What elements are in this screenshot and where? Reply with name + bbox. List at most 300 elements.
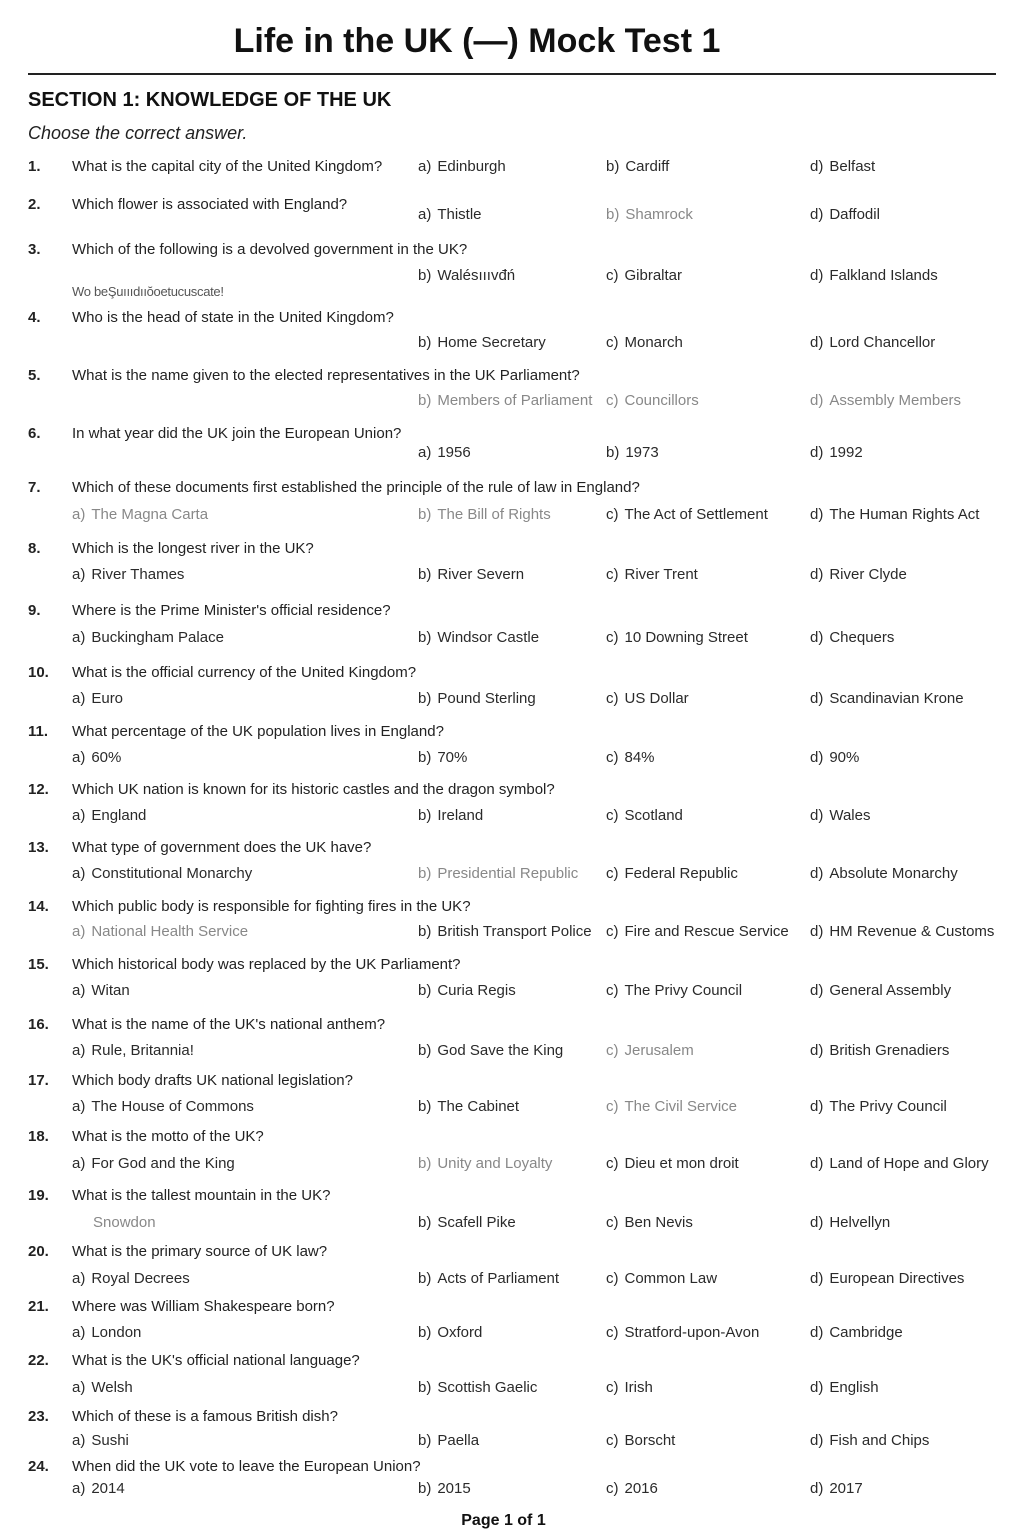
answer-option[interactable]	[418, 506, 551, 523]
option-text: River Trent	[624, 566, 698, 583]
option-letter: d)	[810, 506, 824, 523]
option-text: British Transport Police	[437, 923, 592, 940]
question-text: Which of these documents first established the principle of the rule of law in England?	[72, 479, 640, 496]
question-number: 21.	[28, 1298, 49, 1315]
answer-option[interactable]	[606, 206, 693, 223]
option-letter: a)	[418, 444, 432, 461]
option-text: 90%	[829, 749, 860, 766]
question-number: 10.	[28, 664, 49, 681]
answer-option[interactable]	[418, 1098, 519, 1115]
question-text: Which of the following is a devolved government in the UK?	[72, 241, 468, 258]
question-text: What is the motto of the UK?	[72, 1128, 264, 1145]
answer-option[interactable]	[810, 334, 935, 351]
option-letter: c)	[606, 392, 619, 409]
answer-option[interactable]	[606, 566, 698, 583]
option-letter: c)	[606, 807, 619, 824]
answer-option[interactable]	[810, 749, 859, 766]
option-letter: a)	[72, 690, 86, 707]
option-text: Monarch	[624, 334, 683, 351]
question-text: What is the UK's official national language?	[72, 1352, 360, 1369]
question-number: 12.	[28, 781, 49, 798]
option-letter: a)	[72, 1098, 86, 1115]
option-text: 1956	[437, 444, 471, 461]
option-text: Irish	[624, 1379, 653, 1396]
question-number: 17.	[28, 1072, 49, 1089]
answer-option[interactable]	[72, 865, 252, 882]
answer-option[interactable]	[606, 865, 738, 882]
answer-option[interactable]	[418, 982, 516, 999]
option-letter: d)	[810, 629, 824, 646]
answer-option[interactable]	[418, 1379, 537, 1396]
question-number: 5.	[28, 367, 41, 384]
option-text: Walésıııvđń	[437, 267, 516, 284]
answer-option[interactable]	[606, 392, 699, 409]
question-text: What is the official currency of the United Kingdom?	[72, 664, 417, 681]
answer-option[interactable]	[810, 206, 880, 223]
answer-option[interactable]	[810, 1480, 863, 1497]
option-text: Shamrock	[625, 206, 693, 223]
option-text: The House of Commons	[91, 1098, 254, 1115]
option-letter: a)	[72, 1042, 86, 1059]
option-text: Acts of Parliament	[437, 1270, 560, 1287]
question-text: Which UK nation is known for its historic castles and the dragon symbol?	[72, 781, 555, 798]
question-text: When did the UK vote to leave the European Union?	[72, 1458, 421, 1475]
question-text: Who is the head of state in the United Kingdom?	[72, 309, 394, 326]
question-number: 14.	[28, 898, 49, 915]
option-letter: c)	[606, 1480, 619, 1497]
answer-option[interactable]	[810, 158, 875, 175]
option-text: The Civil Service	[624, 1098, 738, 1115]
option-letter: b)	[418, 865, 432, 882]
option-letter: b)	[418, 1214, 432, 1231]
question-3-garbled-text: Wo beŞuıııdııŏoetucuscаte!	[72, 284, 224, 299]
answer-option[interactable]	[810, 267, 938, 284]
option-letter: c)	[606, 982, 619, 999]
answer-option[interactable]	[72, 629, 224, 646]
option-text: The Act of Settlement	[624, 506, 768, 523]
answer-option[interactable]	[606, 267, 682, 284]
answer-option[interactable]	[418, 566, 524, 583]
answer-option[interactable]	[810, 1042, 949, 1059]
option-letter: c)	[606, 1270, 619, 1287]
answer-option[interactable]	[418, 1480, 471, 1497]
option-text: Cambridge	[829, 1324, 903, 1341]
option-text: Cardiff	[625, 158, 670, 175]
question-text: Which of these is a famous British dish?	[72, 1408, 338, 1425]
option-text: Borscht	[624, 1432, 676, 1449]
option-letter: a)	[72, 982, 86, 999]
answer-option[interactable]	[606, 1155, 739, 1172]
question-text: What percentage of the UK population lives in England?	[72, 723, 444, 740]
option-letter: b)	[606, 206, 620, 223]
answer-option[interactable]	[72, 690, 123, 707]
answer-option[interactable]	[810, 865, 958, 882]
option-text: 70%	[437, 749, 468, 766]
option-text: Presidential Republic	[437, 865, 579, 882]
option-letter: d)	[810, 444, 824, 461]
option-text: Snowdon	[93, 1214, 156, 1231]
answer-option[interactable]	[810, 690, 964, 707]
option-text: Federal Republic	[624, 865, 738, 882]
option-letter: d)	[810, 566, 824, 583]
question-text: What is the tallest mountain in the UK?	[72, 1187, 331, 1204]
option-text: The Privy Council	[829, 1098, 947, 1115]
option-text: General Assembly	[829, 982, 952, 999]
answer-option[interactable]	[418, 690, 536, 707]
question-number: 9.	[28, 602, 41, 619]
option-text: The Cabinet	[437, 1098, 520, 1115]
option-text: Sushi	[91, 1432, 129, 1449]
option-text: Euro	[91, 690, 124, 707]
question-number: 15.	[28, 956, 49, 973]
page-title: Life in the UK (—) Mock Test 1	[233, 22, 721, 60]
option-letter: b)	[418, 1432, 432, 1449]
answer-option[interactable]	[810, 566, 907, 583]
answer-option[interactable]	[72, 807, 146, 824]
option-letter: b)	[418, 1042, 432, 1059]
option-text: For God and the King	[91, 1155, 235, 1172]
answer-option[interactable]	[418, 807, 483, 824]
answer-option[interactable]	[606, 1379, 653, 1396]
option-text: Constitutional Monarchy	[91, 865, 253, 882]
option-text: Assembly Members	[829, 392, 962, 409]
answer-option[interactable]	[72, 1324, 141, 1341]
option-letter: b)	[606, 158, 620, 175]
option-text: Windsor Castle	[437, 629, 540, 646]
option-letter: b)	[418, 506, 432, 523]
option-letter: a)	[72, 1324, 86, 1341]
question-number: 13.	[28, 839, 49, 856]
option-letter: a)	[418, 158, 432, 175]
answer-option[interactable]	[418, 1324, 482, 1341]
option-letter: b)	[418, 1379, 432, 1396]
question-number: 7.	[28, 479, 41, 496]
option-text: Thistle	[437, 206, 482, 223]
option-letter: d)	[810, 1270, 824, 1287]
answer-option[interactable]	[606, 923, 789, 940]
answer-option[interactable]	[606, 1270, 717, 1287]
answer-option[interactable]	[72, 1432, 129, 1449]
answer-option[interactable]	[418, 158, 506, 175]
answer-option[interactable]	[810, 923, 994, 940]
option-letter: d)	[810, 1155, 824, 1172]
question-number: 16.	[28, 1016, 49, 1033]
question-text: What is the name of the UK's national anthem?	[72, 1016, 386, 1033]
option-text: 1992	[829, 444, 863, 461]
option-letter: a)	[72, 923, 86, 940]
question-text: What is the name given to the elected representatives in the UK Parliament?	[72, 367, 580, 384]
answer-option[interactable]	[418, 392, 592, 409]
option-text: Scafell Pike	[437, 1214, 516, 1231]
option-text: Stratford-upon-Avon	[624, 1324, 760, 1341]
answer-option[interactable]	[810, 1432, 929, 1449]
option-text: The Magna Carta	[91, 506, 209, 523]
option-text: God Save the King	[437, 1042, 564, 1059]
option-text: Witan	[91, 982, 130, 999]
option-text: 10 Downing Street	[624, 629, 748, 646]
option-letter: b)	[418, 749, 432, 766]
option-text: The Human Rights Act	[829, 506, 980, 523]
option-text: Dieu et mon droit	[624, 1155, 739, 1172]
answer-option[interactable]	[418, 749, 467, 766]
option-letter: b)	[418, 334, 432, 351]
option-letter: a)	[72, 1270, 86, 1287]
option-letter: d)	[810, 1214, 824, 1231]
option-text: Scandinavian Krone	[829, 690, 964, 707]
answer-option[interactable]	[93, 1214, 156, 1231]
option-letter: d)	[810, 334, 824, 351]
question-number: 24.	[28, 1458, 49, 1475]
answer-option[interactable]	[810, 444, 863, 461]
answer-option[interactable]	[810, 1155, 989, 1172]
option-text: 2015	[437, 1480, 471, 1497]
option-text: Absolute Monarchy	[829, 865, 958, 882]
answer-option[interactable]	[418, 1042, 563, 1059]
answer-option[interactable]	[810, 1098, 947, 1115]
option-text: Fish and Chips	[829, 1432, 930, 1449]
option-text: River Thames	[91, 566, 185, 583]
answer-option[interactable]	[418, 1432, 479, 1449]
option-letter: b)	[418, 566, 432, 583]
option-text: River Severn	[437, 566, 525, 583]
answer-option[interactable]	[606, 1432, 675, 1449]
option-text: River Clyde	[829, 566, 907, 583]
answer-option[interactable]	[810, 629, 894, 646]
option-letter: c)	[606, 1379, 619, 1396]
answer-option[interactable]	[72, 1042, 194, 1059]
instructions: Choose the correct answer.	[28, 123, 248, 143]
option-text: 2017	[829, 1480, 863, 1497]
option-letter: c)	[606, 749, 619, 766]
answer-option[interactable]	[418, 206, 482, 223]
question-text: Which flower is associated with England?	[72, 196, 348, 213]
option-letter: d)	[810, 1480, 824, 1497]
answer-option[interactable]	[606, 982, 742, 999]
option-text: Buckingham Palace	[91, 629, 224, 646]
question-text: What is the primary source of UK law?	[72, 1243, 328, 1260]
option-letter: b)	[418, 923, 432, 940]
option-text: Rule, Britannia!	[91, 1042, 194, 1059]
question-number: 8.	[28, 540, 41, 557]
question-number: 1.	[28, 158, 41, 175]
option-letter: c)	[606, 865, 619, 882]
question-text: What is the capital city of the United Kingdom?	[72, 158, 383, 175]
option-letter: a)	[72, 629, 86, 646]
option-text: Chequers	[829, 629, 895, 646]
option-text: 2014	[91, 1480, 125, 1497]
option-letter: d)	[810, 982, 824, 999]
answer-option[interactable]	[72, 1270, 190, 1287]
option-text: Unity and Loyalty	[437, 1155, 553, 1172]
question-number: 20.	[28, 1243, 49, 1260]
option-letter: c)	[606, 629, 619, 646]
option-text: Jerusalem	[624, 1042, 694, 1059]
option-letter: c)	[606, 1214, 619, 1231]
answer-option[interactable]	[810, 1270, 964, 1287]
option-text: European Directives	[829, 1270, 965, 1287]
option-letter: a)	[72, 1379, 86, 1396]
answer-option[interactable]	[606, 158, 669, 175]
page-footer: Page 1 of 1	[461, 1512, 546, 1529]
answer-option[interactable]	[606, 749, 655, 766]
option-text: Edinburgh	[437, 158, 506, 175]
answer-option[interactable]	[810, 1214, 890, 1231]
answer-option[interactable]	[72, 1155, 235, 1172]
option-text: Paella	[437, 1432, 480, 1449]
option-text: Scottish Gaelic	[437, 1379, 538, 1396]
answer-option[interactable]	[72, 566, 184, 583]
option-letter: b)	[418, 1270, 432, 1287]
section-heading: SECTION 1: KNOWLEDGE OF THE UK	[28, 89, 392, 111]
answer-option[interactable]	[72, 749, 121, 766]
option-letter: d)	[810, 1379, 824, 1396]
option-text: 84%	[624, 749, 655, 766]
answer-option[interactable]	[810, 506, 979, 523]
option-text: England	[91, 807, 147, 824]
option-text: Ben Nevis	[624, 1214, 693, 1231]
option-letter: d)	[810, 267, 824, 284]
option-letter: d)	[810, 923, 824, 940]
option-letter: d)	[810, 158, 824, 175]
option-text: Common Law	[624, 1270, 718, 1287]
option-text: Gibraltar	[624, 267, 683, 284]
option-letter: b)	[418, 392, 432, 409]
question-text: Which is the longest river in the UK?	[72, 540, 314, 557]
answer-option[interactable]	[72, 1379, 133, 1396]
option-letter: c)	[606, 923, 619, 940]
option-letter: b)	[418, 1480, 432, 1497]
answer-option[interactable]	[810, 392, 961, 409]
option-text: Oxford	[437, 1324, 483, 1341]
option-text: Pound Sterling	[437, 690, 536, 707]
answer-option[interactable]	[606, 506, 768, 523]
answer-option[interactable]	[418, 629, 539, 646]
option-letter: a)	[72, 1155, 86, 1172]
answer-option[interactable]	[810, 982, 951, 999]
option-text: Lord Chancellor	[829, 334, 936, 351]
option-letter: a)	[418, 206, 432, 223]
option-text: Wales	[829, 807, 871, 824]
question-number: 19.	[28, 1187, 49, 1204]
option-text: Ireland	[437, 807, 484, 824]
option-letter: b)	[418, 982, 432, 999]
question-text: In what year did the UK join the European Union?	[72, 425, 402, 442]
answer-option[interactable]	[418, 865, 578, 882]
answer-option[interactable]	[418, 923, 592, 940]
option-text: Land of Hope and Glory	[829, 1155, 989, 1172]
option-letter: d)	[810, 865, 824, 882]
option-letter: a)	[72, 865, 86, 882]
answer-option[interactable]	[606, 1480, 658, 1497]
answer-option[interactable]	[606, 807, 683, 824]
option-text: US Dollar	[624, 690, 689, 707]
option-letter: d)	[810, 1432, 824, 1449]
option-text: Scotland	[624, 807, 683, 824]
option-text: Councillors	[624, 392, 699, 409]
option-letter: c)	[606, 1042, 619, 1059]
answer-option[interactable]	[418, 1214, 516, 1231]
answer-option[interactable]	[606, 1098, 737, 1115]
question-text: Which body drafts UK national legislation?	[72, 1072, 353, 1089]
question-text: Where was William Shakespeare born?	[72, 1298, 335, 1315]
answer-option[interactable]	[418, 1270, 559, 1287]
question-number: 4.	[28, 309, 41, 326]
option-text: Helvellyn	[829, 1214, 891, 1231]
option-text: HM Revenue & Customs	[829, 923, 995, 940]
option-text: The Bill of Rights	[437, 506, 551, 523]
option-letter: c)	[606, 267, 619, 284]
option-text: British Grenadiers	[829, 1042, 950, 1059]
answer-option[interactable]	[810, 1379, 879, 1396]
option-letter: d)	[810, 807, 824, 824]
answer-option[interactable]	[606, 1042, 694, 1059]
answer-option[interactable]	[418, 444, 471, 461]
answer-option[interactable]	[606, 1324, 759, 1341]
option-letter: b)	[606, 444, 620, 461]
option-letter: c)	[606, 566, 619, 583]
option-letter: a)	[72, 807, 86, 824]
answer-option[interactable]	[606, 1214, 693, 1231]
answer-option[interactable]	[72, 1480, 125, 1497]
answer-option[interactable]	[606, 334, 683, 351]
answer-option[interactable]	[606, 690, 689, 707]
option-text: Welsh	[91, 1379, 133, 1396]
answer-option[interactable]	[418, 334, 546, 351]
answer-option[interactable]	[72, 982, 130, 999]
option-letter: d)	[810, 1042, 824, 1059]
answer-option[interactable]	[418, 267, 515, 284]
answer-option[interactable]	[606, 444, 659, 461]
option-text: Members of Parliament	[437, 392, 593, 409]
option-letter: d)	[810, 749, 824, 766]
option-letter: a)	[72, 1480, 86, 1497]
answer-option[interactable]	[606, 629, 748, 646]
question-text: Which historical body was replaced by the UK Parliament?	[72, 956, 461, 973]
option-text: Royal Decrees	[91, 1270, 190, 1287]
option-text: English	[829, 1379, 879, 1396]
question-number: 18.	[28, 1128, 49, 1145]
option-text: 60%	[91, 749, 122, 766]
question-number: 2.	[28, 196, 41, 213]
option-letter: a)	[72, 506, 86, 523]
option-text: Daffodil	[829, 206, 880, 223]
option-letter: c)	[606, 1098, 619, 1115]
option-letter: b)	[418, 267, 432, 284]
question-number: 23.	[28, 1408, 49, 1425]
option-text: National Health Service	[91, 923, 249, 940]
option-text: The Privy Council	[624, 982, 743, 999]
option-letter: d)	[810, 392, 824, 409]
option-letter: c)	[606, 690, 619, 707]
answer-option[interactable]	[72, 1098, 254, 1115]
option-letter: d)	[810, 206, 824, 223]
option-text: 2016	[624, 1480, 658, 1497]
answer-option[interactable]	[418, 1155, 552, 1172]
question-number: 22.	[28, 1352, 49, 1369]
answer-option[interactable]	[72, 923, 248, 940]
question-number: 11.	[28, 723, 49, 740]
option-text: Belfast	[829, 158, 876, 175]
option-letter: b)	[418, 690, 432, 707]
option-letter: b)	[418, 629, 432, 646]
option-letter: c)	[606, 506, 619, 523]
answer-option[interactable]	[72, 506, 208, 523]
option-text: Curia Regis	[437, 982, 516, 999]
answer-option[interactable]	[810, 807, 870, 824]
option-letter: d)	[810, 1098, 824, 1115]
option-letter: b)	[418, 1324, 432, 1341]
answer-option[interactable]	[810, 1324, 903, 1341]
